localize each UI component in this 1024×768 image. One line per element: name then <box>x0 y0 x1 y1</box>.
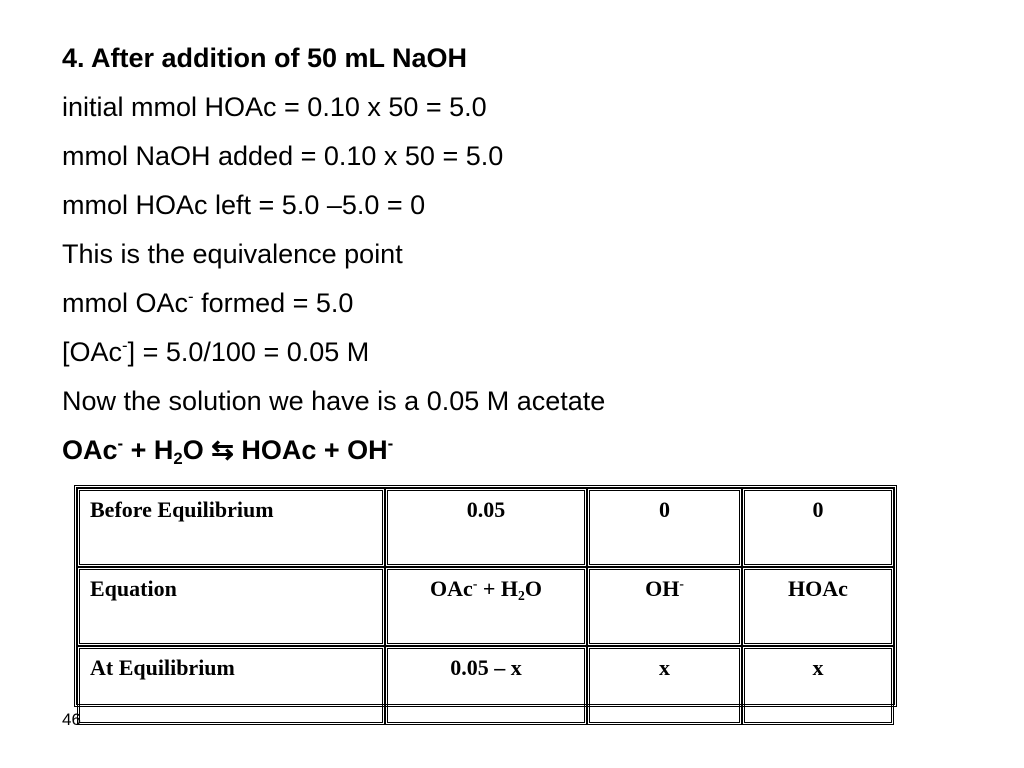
cell-before-oac: 0.05 <box>385 488 587 567</box>
cell-at-eq-oh: x <box>587 646 742 725</box>
oac-concentration-line <box>62 336 369 368</box>
oac-conc-text-b: ] = 5.0/100 = 0.05 M <box>127 337 370 367</box>
eq-oac-charge: - <box>472 575 478 591</box>
table-row-at-equilibrium <box>77 646 894 725</box>
cell-at-eq-hoac: x <box>742 646 894 725</box>
reaction-h2o-subscript: 2 <box>173 449 183 469</box>
ice-table <box>77 488 894 725</box>
eq-o: O <box>524 576 542 601</box>
cell-at-eq-oac: 0.05 – x <box>385 646 587 725</box>
cell-before-hoac: 0 <box>742 488 894 567</box>
naoh-added-line: mmol NaOH added = 0.10 x 50 = 5.0 <box>62 141 504 171</box>
reaction-oh-charge: - <box>387 433 394 453</box>
oac-formed-text-b: formed = 5.0 <box>193 288 354 318</box>
table-row-before-equilibrium <box>77 488 894 567</box>
eq-plus-h: + H <box>477 576 519 601</box>
row-label-before: Before Equilibrium <box>77 488 385 567</box>
eq-oh-charge: - <box>679 575 684 591</box>
solution-line: Now the solution we have is a 0.05 M acetate <box>62 386 606 416</box>
oac-formed-line <box>62 287 353 319</box>
eq-oh: OH <box>645 576 680 601</box>
row-label-equation: Equation <box>77 567 385 646</box>
cell-equation-reactants <box>385 567 587 646</box>
reaction-oac: OAc <box>62 435 118 465</box>
hoac-left-line: mmol HOAc left = 5.0 –5.0 = 0 <box>62 190 426 220</box>
reaction-equation <box>62 433 394 469</box>
equilibrium-arrow-icon: ⇆ <box>211 435 234 465</box>
page-number: 46 <box>62 710 81 729</box>
eq-h2o-subscript: 2 <box>518 588 525 604</box>
cell-equation-hoac: HOAc <box>742 567 894 646</box>
slide-heading: 4. After addition of 50 mL NaOH <box>62 43 468 73</box>
table-row-equation <box>77 567 894 646</box>
cell-equation-oh <box>587 567 742 646</box>
oac-conc-text-a: [OAc <box>62 337 123 367</box>
ice-table-frame <box>74 485 897 707</box>
oac-formed-text-a: mmol OAc <box>62 288 189 318</box>
reaction-o: O <box>182 435 212 465</box>
initial-mmol-line: initial mmol HOAc = 0.10 x 50 = 5.0 <box>62 92 487 122</box>
oac-formed-charge: - <box>188 286 194 306</box>
oac-conc-charge: - <box>122 335 128 355</box>
equivalence-line: This is the equivalence point <box>62 239 403 269</box>
cell-before-oh: 0 <box>587 488 742 567</box>
eq-oac: OAc <box>430 576 473 601</box>
reaction-products: HOAc + OH <box>233 435 388 465</box>
reaction-oac-charge: - <box>117 433 124 453</box>
row-label-at-equilibrium: At Equilibrium <box>77 646 385 725</box>
reaction-plus-h: + H <box>123 435 174 465</box>
